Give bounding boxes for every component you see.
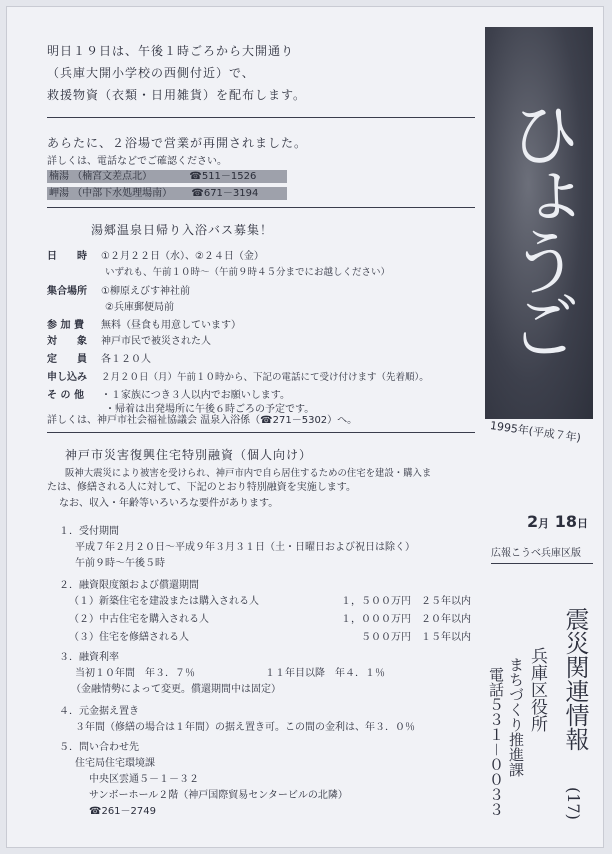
notice3-row-value: ①２月２２日（水）、②２４日（金）: [101, 251, 264, 262]
newsletter-sheet: [6, 6, 604, 848]
notice3-row-value: 各１２０人: [101, 354, 151, 365]
divider-3: [47, 432, 475, 433]
issue-day: 18: [554, 512, 577, 531]
notice1-line2: （兵庫大開小学校の西側付近）で、: [47, 66, 255, 80]
divider-1: [47, 117, 475, 118]
bath1-address: （楠宮文差点北）: [72, 171, 153, 182]
section5-title: ５．問い合わせ先: [59, 742, 139, 753]
bath2-name: 岬湯: [49, 188, 69, 199]
bath2-row: [47, 187, 287, 200]
notice3-row-label: 日 時: [47, 251, 87, 262]
divider-2: [47, 207, 475, 208]
notice3-row-value: ２月２０日（月）午前１０時から、下記の電話にて受け付けます（先着順）。: [101, 372, 429, 383]
issue-day-unit: 日: [576, 517, 588, 530]
section5-line4: ☎261－2749: [89, 806, 156, 817]
notice2-heading: あらたに、２浴場で営業が再開されました。: [47, 136, 308, 150]
bath1-row: [47, 170, 287, 183]
notice4-intro-line1: 阪神大震災により被害を受けられ、神戸市内で自ら居住するための住宅を建設・購入ま: [65, 468, 432, 479]
notice4-intro-line2: たは、修繕される人に対して、下記のとおり特別融資を実施します。: [47, 482, 356, 493]
notice3-row-value: ・１家族につき３人以内でお願いします。: [101, 390, 290, 401]
handwritten-number: (17): [564, 787, 583, 820]
masthead-title: ひょうご: [497, 97, 581, 353]
notice2-subtext: 詳しくは、電話などでご確認ください。: [47, 156, 227, 167]
section4-line1: ３年間（修繕の場合は１年間）の据え置き可。この間の金利は、年３．０％: [75, 722, 415, 733]
section1-title: １．受付期間: [59, 526, 119, 537]
notice4-heading: 神戸市災害復興住宅特別融資（個人向け）: [65, 448, 313, 462]
section2-row-amount: １，５００万円: [341, 596, 411, 607]
section3-line2: （金融情勢によって変更。償還期間中は固定）: [71, 684, 281, 695]
notice3-row-label: そ の 他: [47, 390, 84, 401]
section3-title: ３．融資利率: [59, 652, 119, 663]
section2-row-item: （３）住宅を修繕される人: [69, 632, 189, 643]
notice3-contact: 詳しくは、神戸市社会福祉協議会 温泉入浴係（☎271－5302）へ。: [47, 415, 358, 426]
notice3-row-label: 集合場所: [47, 286, 87, 297]
issue-month-unit: 月: [538, 517, 550, 530]
notice3-row-value: ②兵庫郵便局前: [105, 302, 174, 313]
issue-month: 2: [527, 512, 539, 531]
section1-line1: 平成７年２月２０日～平成９年３月３１日（土・日曜日および祝日は除く）: [75, 542, 415, 553]
handwritten-office: 兵庫区役所: [527, 647, 547, 732]
notice3-row-value: 無料（昼食も用意しています）: [101, 320, 241, 331]
publisher-underline: [491, 563, 593, 564]
publisher-name: 広報こうべ兵庫区版: [491, 548, 581, 559]
notice3-row-label: 定 員: [47, 354, 87, 365]
notice3-row-label: 申し込み: [47, 372, 87, 383]
section4-title: ４．元金据え置き: [59, 706, 139, 717]
section2-row-item: （１）新築住宅を建設または購入される人: [69, 596, 259, 607]
handwritten-division: まちづくり推進課: [507, 657, 525, 777]
notice3-row-value: ①柳原えびす神社前: [101, 286, 190, 297]
notice3-row-value: いずれも、午前１０時～（午前９時４５分までにお越しください）: [105, 267, 391, 278]
section1-line2: 午前９時～午後５時: [75, 558, 165, 569]
section3-line1b: １１年目以降 年４．１％: [265, 668, 385, 679]
notice3-heading: 湯郷温泉日帰り入浴バス募集！: [91, 223, 274, 237]
section2-row-item: （２）中古住宅を購入される人: [69, 614, 209, 625]
section2-row-amount: １，０００万円: [341, 614, 411, 625]
issue-date: [527, 512, 588, 534]
notice3-row-label: 参 加 費: [47, 320, 84, 331]
notice3-row-value: ・帰着は出発場所に午後６時ごろの予定です。: [105, 404, 315, 415]
masthead-year: 1995年(平成７年): [489, 419, 582, 445]
bath1-phone: ☎511－1526: [189, 171, 257, 182]
section3-line1: 当初１０年間 年３．７％: [75, 668, 195, 679]
section5-line2: 中央区雲通５－１－３２: [89, 774, 199, 785]
handwritten-phone: 電話５３１－００３３: [487, 667, 505, 818]
notice4-intro-line3: なお、収入・年齢等いろいろな要件があります。: [59, 498, 279, 509]
section2-row-term: １５年以内: [421, 632, 471, 643]
bath2-address: （中部下水処理場南）: [72, 188, 173, 199]
notice1-line3: 救援物資（衣類・日用雑貨）を配布します。: [47, 88, 307, 102]
section5-line3: サンボーホール２階（神戸国際貿易センタービルの北隣）: [89, 790, 348, 801]
bath1-name: 楠湯: [49, 171, 69, 182]
section2-row-term: ２０年以内: [421, 614, 471, 625]
section5-line1: 住宅局住宅環境課: [75, 758, 155, 769]
bath2-phone: ☎671－3194: [191, 188, 259, 199]
section2-row-term: ２５年以内: [421, 596, 471, 607]
handwritten-title: 震災関連情報: [561, 607, 589, 751]
section2-row-amount: ５００万円: [361, 632, 411, 643]
notice3-row-value: 神戸市民で被災された人: [101, 336, 211, 347]
section2-title: ２．融資限度額および償還期間: [59, 580, 199, 591]
notice1-line1: 明日１９日は、午後１時ごろから大開通り: [47, 44, 295, 58]
notice3-row-label: 対 象: [47, 336, 87, 347]
